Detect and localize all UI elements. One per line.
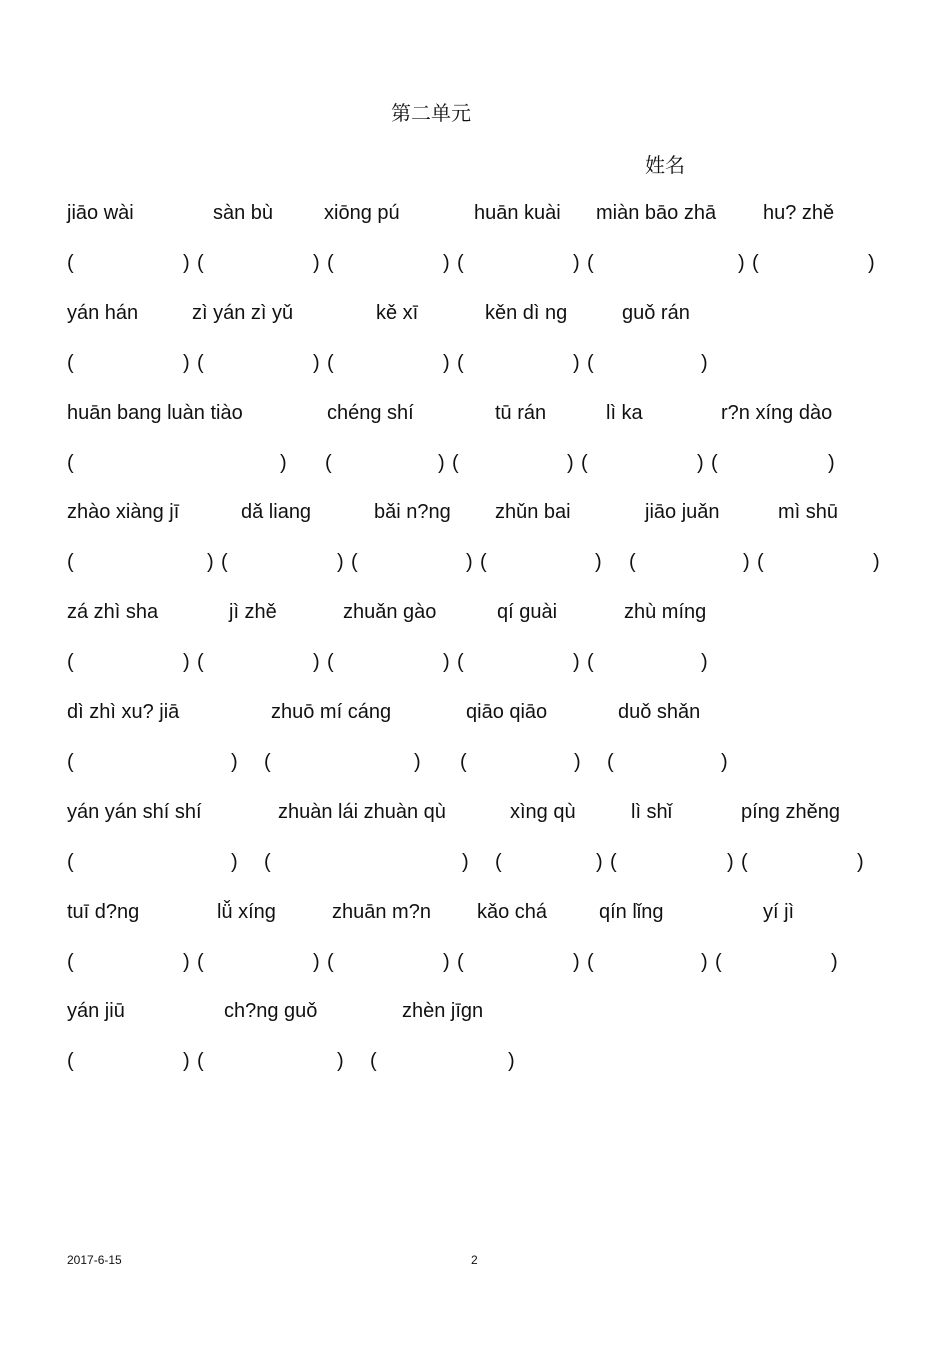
- answer-blank-close: ): [231, 851, 238, 873]
- pinyin-word: dǎ liang: [241, 501, 312, 523]
- answer-row: [0, 352, 950, 380]
- pinyin-row: [0, 202, 950, 230]
- answer-blank-close: ): [337, 551, 344, 573]
- pinyin-word: zhǔn bai: [495, 501, 571, 523]
- answer-blank-open[interactable]: (: [67, 851, 74, 873]
- answer-blank-close: ): [183, 951, 190, 973]
- pinyin-word: lǚ xíng: [217, 901, 276, 923]
- answer-blank-open[interactable]: (: [587, 352, 594, 374]
- pinyin-word: chéng shí: [327, 402, 414, 424]
- pinyin-word: jì zhě: [229, 601, 277, 623]
- answer-blank-open[interactable]: (: [197, 651, 204, 673]
- pinyin-word: hu? zhě: [763, 202, 835, 224]
- answer-blank-open[interactable]: (: [325, 452, 332, 474]
- answer-blank-open[interactable]: (: [741, 851, 748, 873]
- pinyin-word: tuī d?ng: [67, 901, 140, 923]
- answer-blank-open[interactable]: (: [715, 951, 722, 973]
- page-title: 第二单元: [391, 101, 471, 125]
- answer-blank-close: ): [567, 452, 574, 474]
- answer-blank-open[interactable]: (: [67, 252, 74, 274]
- answer-blank-close: ): [443, 951, 450, 973]
- pinyin-word: kěn dì ng: [485, 302, 568, 324]
- answer-blank-close: ): [701, 352, 708, 374]
- pinyin-word: dì zhì xu? jiā: [67, 701, 180, 723]
- answer-blank-open[interactable]: (: [197, 352, 204, 374]
- answer-blank-open[interactable]: (: [370, 1050, 377, 1072]
- pinyin-word: miàn bāo zhā: [596, 202, 717, 224]
- answer-blank-close: ): [231, 751, 238, 773]
- pinyin-word: kě xī: [376, 302, 419, 324]
- answer-blank-open[interactable]: (: [457, 352, 464, 374]
- pinyin-word: yán jiū: [67, 1000, 125, 1022]
- answer-blank-close: ): [466, 551, 473, 573]
- pinyin-word: huān kuài: [474, 202, 561, 224]
- answer-blank-open[interactable]: (: [457, 951, 464, 973]
- pinyin-word: tū rán: [495, 402, 547, 424]
- pinyin-word: huān bang luàn tiào: [67, 402, 243, 424]
- answer-blank-open[interactable]: (: [264, 851, 271, 873]
- answer-blank-open[interactable]: (: [587, 951, 594, 973]
- answer-row: [0, 851, 950, 879]
- answer-blank-close: ): [183, 252, 190, 274]
- answer-blank-close: ): [857, 851, 864, 873]
- pinyin-word: bǎi n?ng: [374, 501, 451, 523]
- answer-blank-close: ): [831, 951, 838, 973]
- answer-blank-close: ): [727, 851, 734, 873]
- answer-blank-close: ): [438, 452, 445, 474]
- pinyin-word: qiāo qiāo: [466, 701, 548, 723]
- answer-blank-open[interactable]: (: [351, 551, 358, 573]
- answer-blank-close: ): [508, 1050, 515, 1072]
- pinyin-word: yán yán shí shí: [67, 801, 202, 823]
- pinyin-word: guǒ rán: [622, 302, 690, 324]
- answer-blank-open[interactable]: (: [460, 751, 467, 773]
- answer-blank-open[interactable]: (: [197, 1050, 204, 1072]
- pinyin-word: píng zhěng: [741, 801, 840, 823]
- answer-blank-close: ): [313, 352, 320, 374]
- answer-blank-close: ): [573, 651, 580, 673]
- answer-blank-open[interactable]: (: [587, 252, 594, 274]
- answer-blank-close: ): [595, 551, 602, 573]
- answer-blank-open[interactable]: (: [67, 551, 74, 573]
- page-number: 2: [471, 1253, 478, 1267]
- pinyin-word: zhèn jīgn: [402, 1000, 484, 1022]
- pinyin-word: kǎo chá: [477, 901, 548, 923]
- pinyin-row: [0, 901, 950, 929]
- answer-blank-open[interactable]: (: [197, 252, 204, 274]
- pinyin-word: lì shǐ: [631, 801, 673, 823]
- pinyin-word: qí guài: [497, 601, 558, 623]
- answer-blank-close: ): [183, 1050, 190, 1072]
- pinyin-row: [0, 402, 950, 430]
- pinyin-word: zhuàn lái zhuàn qù: [278, 801, 446, 823]
- pinyin-word: yán hán: [67, 302, 139, 324]
- pinyin-word: zhuǎn gào: [343, 601, 437, 623]
- answer-blank-open[interactable]: (: [197, 951, 204, 973]
- pinyin-row: [0, 801, 950, 829]
- answer-blank-open[interactable]: (: [480, 551, 487, 573]
- answer-blank-close: ): [313, 651, 320, 673]
- pinyin-word: yí jì: [763, 901, 795, 923]
- answer-blank-open[interactable]: (: [264, 751, 271, 773]
- pinyin-word: ch?ng guǒ: [224, 1000, 318, 1022]
- answer-blank-close: ): [313, 252, 320, 274]
- answer-blank-close: ): [462, 851, 469, 873]
- answer-blank-open[interactable]: (: [757, 551, 764, 573]
- pinyin-row: [0, 601, 950, 629]
- pinyin-word: zhuān m?n: [332, 901, 431, 923]
- answer-blank-open[interactable]: (: [67, 452, 74, 474]
- answer-blank-open[interactable]: (: [452, 452, 459, 474]
- answer-blank-open[interactable]: (: [327, 651, 334, 673]
- answer-blank-close: ): [443, 651, 450, 673]
- pinyin-word: sàn bù: [213, 202, 274, 224]
- pinyin-word: duǒ shǎn: [618, 701, 701, 723]
- answer-blank-open[interactable]: (: [67, 352, 74, 374]
- answer-blank-close: ): [873, 551, 880, 573]
- answer-blank-close: ): [183, 352, 190, 374]
- answer-blank-close: ): [743, 551, 750, 573]
- answer-row: [0, 951, 950, 979]
- pinyin-word: zhù míng: [624, 601, 707, 623]
- pinyin-word: mì shū: [778, 501, 839, 523]
- answer-blank-close: ): [697, 452, 704, 474]
- answer-row: [0, 452, 950, 480]
- pinyin-word: jiāo juǎn: [645, 501, 720, 523]
- answer-row: [0, 751, 950, 779]
- answer-blank-open[interactable]: (: [629, 551, 636, 573]
- answer-blank-close: ): [573, 352, 580, 374]
- answer-blank-open[interactable]: (: [221, 551, 228, 573]
- answer-row: [0, 651, 950, 679]
- answer-blank-open[interactable]: (: [495, 851, 502, 873]
- answer-blank-open[interactable]: (: [581, 452, 588, 474]
- answer-blank-close: ): [596, 851, 603, 873]
- pinyin-word: xiōng pú: [324, 202, 400, 224]
- pinyin-word: zhuō mí cáng: [271, 701, 392, 723]
- pinyin-word: r?n xíng dào: [721, 402, 833, 424]
- answer-blank-open[interactable]: (: [67, 951, 74, 973]
- answer-blank-open[interactable]: (: [607, 751, 614, 773]
- answer-blank-close: ): [738, 252, 745, 274]
- answer-blank-open[interactable]: (: [457, 651, 464, 673]
- answer-blank-close: ): [183, 651, 190, 673]
- answer-row: [0, 1050, 950, 1078]
- pinyin-word: zá zhì sha: [67, 601, 159, 623]
- pinyin-word: qín lǐng: [599, 901, 664, 923]
- answer-blank-close: ): [443, 252, 450, 274]
- answer-blank-open[interactable]: (: [587, 651, 594, 673]
- answer-row: [0, 252, 950, 280]
- answer-blank-close: ): [573, 252, 580, 274]
- answer-blank-open[interactable]: (: [327, 252, 334, 274]
- answer-blank-open[interactable]: (: [457, 252, 464, 274]
- name-label: 姓名: [645, 153, 685, 177]
- pinyin-word: xìng qù: [510, 801, 576, 823]
- answer-blank-open[interactable]: (: [752, 252, 759, 274]
- answer-blank-close: ): [701, 951, 708, 973]
- answer-blank-open[interactable]: (: [711, 452, 718, 474]
- answer-blank-close: ): [868, 252, 875, 274]
- answer-blank-close: ): [828, 452, 835, 474]
- pinyin-word: zì yán zì yǔ: [192, 302, 294, 324]
- answer-blank-open[interactable]: (: [67, 651, 74, 673]
- pinyin-row: [0, 701, 950, 729]
- answer-blank-close: ): [337, 1050, 344, 1072]
- answer-blank-close: ): [443, 352, 450, 374]
- answer-blank-close: ): [313, 951, 320, 973]
- answer-blank-close: ): [721, 751, 728, 773]
- answer-blank-open[interactable]: (: [67, 1050, 74, 1072]
- answer-row: [0, 551, 950, 579]
- answer-blank-open[interactable]: (: [67, 751, 74, 773]
- pinyin-word: jiāo wài: [67, 202, 134, 224]
- pinyin-row: [0, 302, 950, 330]
- answer-blank-close: ): [574, 751, 581, 773]
- answer-blank-close: ): [701, 651, 708, 673]
- answer-blank-open[interactable]: (: [610, 851, 617, 873]
- answer-blank-close: ): [207, 551, 214, 573]
- pinyin-row: [0, 501, 950, 529]
- pinyin-word: zhào xiàng jī: [67, 501, 180, 523]
- pinyin-word: lì ka: [606, 402, 643, 424]
- pinyin-row: [0, 1000, 950, 1028]
- answer-blank-close: ): [414, 751, 421, 773]
- answer-blank-open[interactable]: (: [327, 951, 334, 973]
- answer-blank-close: ): [280, 452, 287, 474]
- answer-blank-close: ): [573, 951, 580, 973]
- answer-blank-open[interactable]: (: [327, 352, 334, 374]
- footer-date: 2017-6-15: [67, 1253, 122, 1267]
